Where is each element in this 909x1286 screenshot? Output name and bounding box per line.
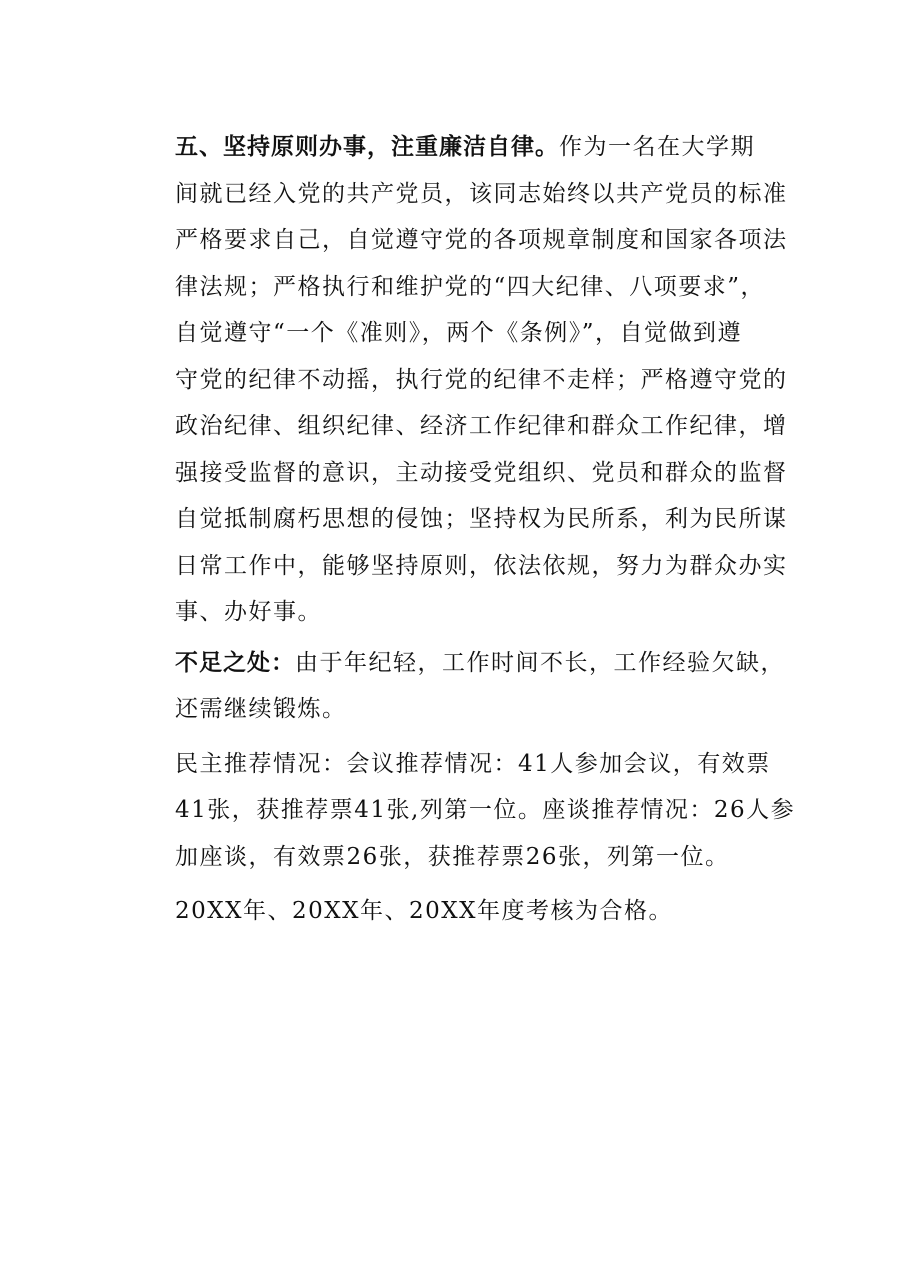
shortcomings-first-line	[138, 640, 788, 687]
section-five-text-line: 律法规；严格执行和维护党的“四大纪律、八项要求”，	[175, 273, 766, 300]
recommendation-paragraph	[138, 741, 796, 881]
document-body	[138, 124, 796, 935]
section-five-text-line: 自觉遵守“一个《准则》，两个《条例》”，自觉做到遵	[175, 320, 743, 346]
section-five-text-line: 日常工作中，能够坚持原则，依法依规，努力为群众办实	[175, 552, 788, 579]
section-five-text-line: 自觉抵制腐朽思想的侵蚀；坚持权为民所系，利为民所谋	[175, 506, 788, 532]
shortcomings-heading: 不足之处：	[175, 648, 295, 676]
recommendation-text-line: 民主推荐情况：会议推荐情况：41人参加会议，有效票	[175, 750, 771, 777]
section-five-text-line: 事、办好事。	[175, 599, 322, 625]
section-five-text-line: 作为一名在大学期	[559, 134, 755, 160]
section-five-text-line: 强接受监督的意识，主动接受党组织、党员和群众的监督	[175, 459, 788, 486]
shortcomings-text-line: 还需继续锻炼。	[175, 696, 347, 722]
section-five-text-line: 间就已经入党的共产党员，该同志始终以共产党员的标准	[175, 180, 788, 207]
recommendation-text-line: 加座谈，有效票26张，获推荐票26张，列第一位。	[175, 843, 730, 870]
shortcomings-paragraph	[138, 640, 788, 733]
assessment-text: 20XX年、20XX年、20XX年度考核为合格。	[175, 898, 674, 924]
section-five-text-line: 严格要求自己，自觉遵守党的各项规章制度和国家各项法	[175, 227, 788, 253]
section-five-first-line	[138, 124, 788, 171]
shortcomings-text: 由于年纪轻，工作时间不长，工作经验欠缺，	[295, 649, 785, 676]
section-five-text-line: 政治纪律、组织纪律、经济工作纪律和群众工作纪律，增	[175, 413, 788, 439]
assessment-paragraph	[138, 888, 788, 935]
recommendation-text-line: 41张，获推荐票41张,列第一位。座谈推荐情况：26人参	[175, 797, 796, 823]
section-five-text-line: 守党的纪律不动摇，执行党的纪律不走样；严格遵守党的	[175, 366, 788, 393]
section-five-paragraph	[138, 124, 788, 636]
section-five-heading: 五、坚持原则办事，注重廉洁自律。	[175, 133, 559, 160]
